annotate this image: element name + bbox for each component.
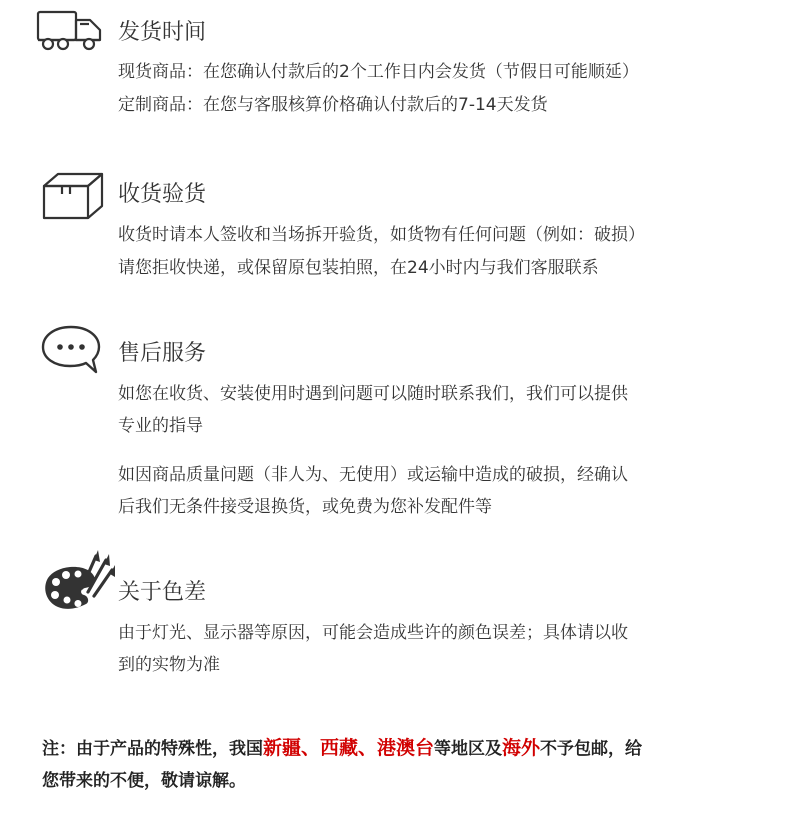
aftersales-para1-line1: 如您在收货、安装使用时遇到问题可以随时联系我们，我们可以提供 bbox=[118, 384, 628, 404]
receiving-line-2: 请您拒收快递，或保留原包装拍照，在24小时内与我们客服联系 bbox=[118, 258, 599, 278]
truck-icon bbox=[36, 8, 106, 52]
shipping-note-line1 bbox=[42, 734, 642, 763]
color-line-1: 由于灯光、显示器等原因，可能会造成些许的颜色误差；具体请以收 bbox=[118, 623, 628, 643]
aftersales-para2-line2: 后我们无条件接受退换货，或免费为您补发配件等 bbox=[118, 497, 492, 517]
section-title: 收货验货 bbox=[118, 182, 207, 207]
shipping-note-line2: 您带来的不便，敬请谅解。 bbox=[42, 771, 246, 791]
color-line-2: 到的实物为准 bbox=[118, 655, 220, 675]
note-suffix: 不予包邮，给 bbox=[540, 739, 643, 759]
note-prefix: 注：由于产品的特殊性，我国 bbox=[42, 739, 263, 759]
box-icon bbox=[40, 170, 106, 222]
aftersales-para1-line2: 专业的指导 bbox=[118, 416, 203, 436]
note-middle: 等地区及 bbox=[434, 739, 503, 759]
section-title: 关于色差 bbox=[118, 580, 207, 605]
section-title: 发货时间 bbox=[118, 20, 207, 45]
section-title: 售后服务 bbox=[118, 341, 207, 366]
note-regions-highlight: 新疆、西藏、港澳台 bbox=[263, 737, 435, 759]
shipping-line-stock: 现货商品：在您确认付款后的2个工作日内会发货（节假日可能顺延） bbox=[118, 62, 639, 82]
palette-icon bbox=[38, 548, 116, 614]
note-overseas-highlight: 海外 bbox=[502, 737, 541, 759]
receiving-line-1: 收货时请本人签收和当场拆开验货，如货物有任何问题（例如：破损） bbox=[118, 225, 645, 245]
shipping-line-custom: 定制商品：在您与客服核算价格确认付款后的7-14天发货 bbox=[118, 95, 548, 115]
aftersales-para2-line1: 如因商品质量问题（非人为、无使用）或运输中造成的破损，经确认 bbox=[118, 465, 628, 485]
chat-bubble-icon bbox=[40, 324, 102, 376]
